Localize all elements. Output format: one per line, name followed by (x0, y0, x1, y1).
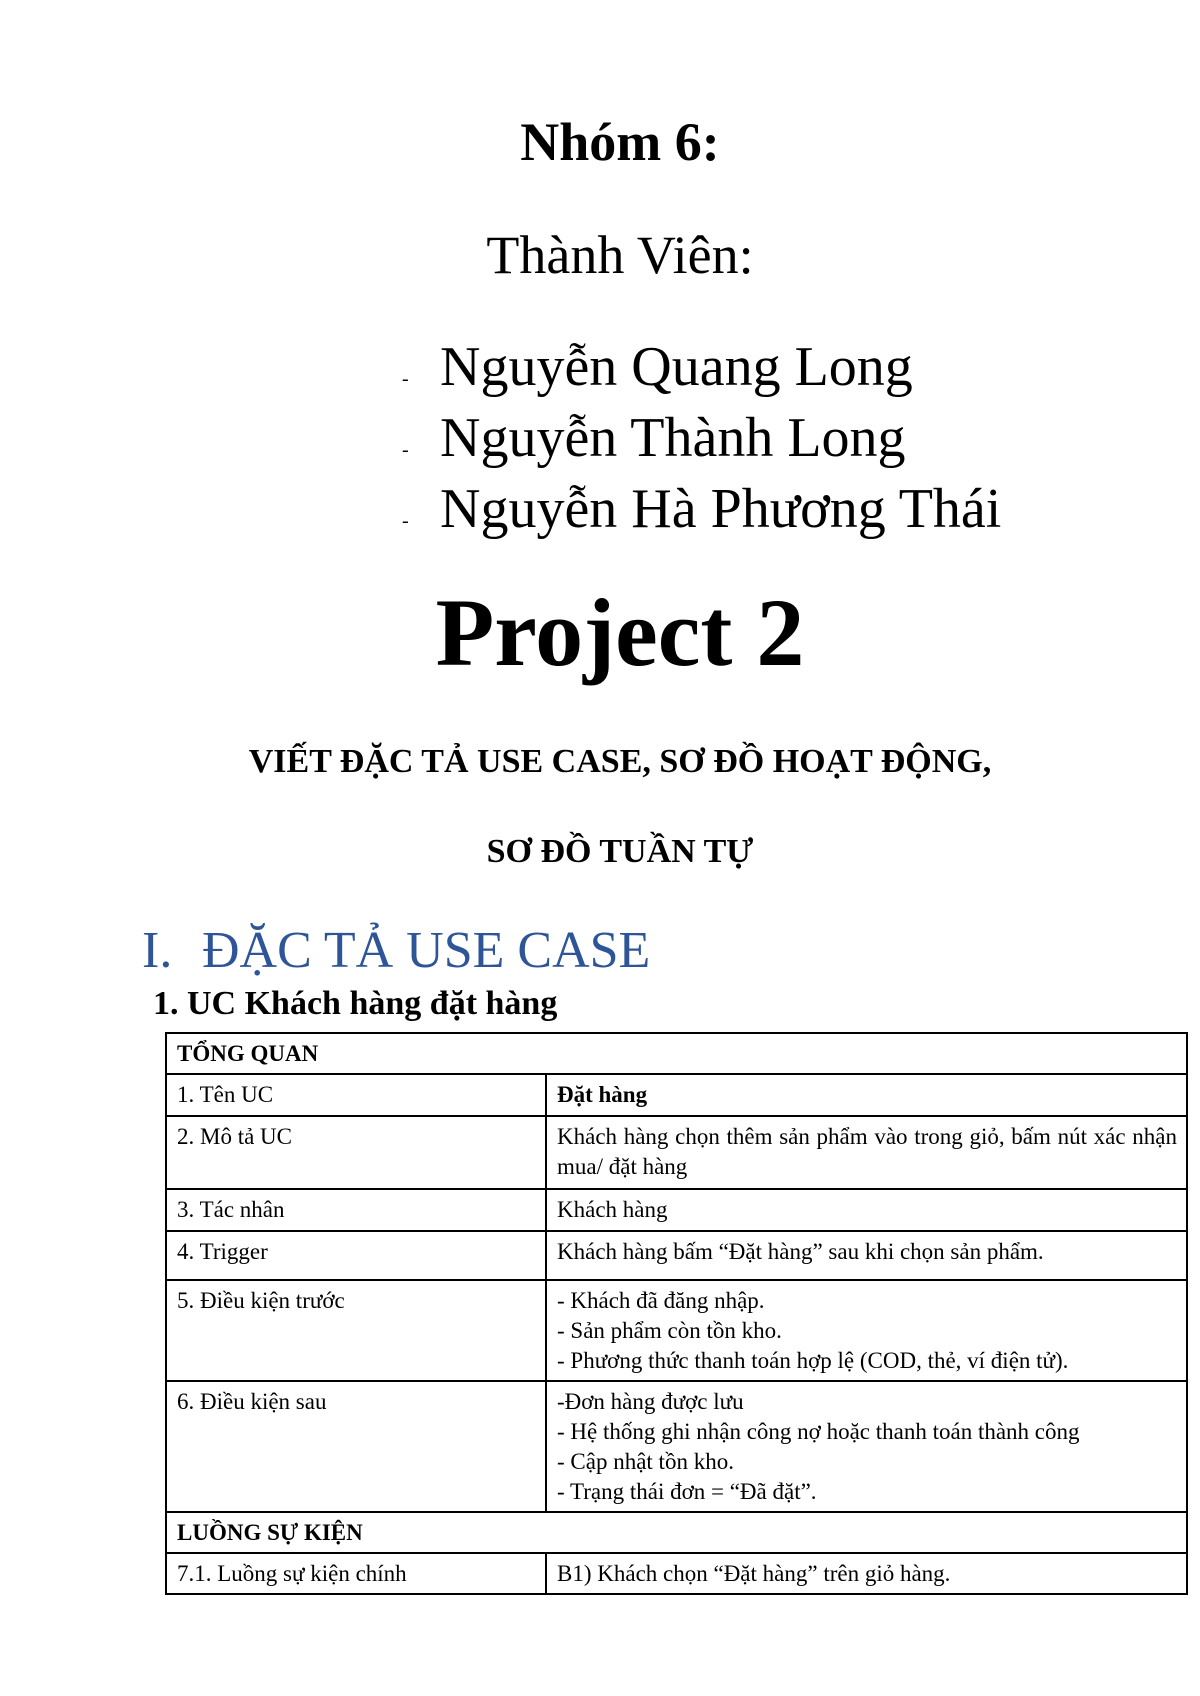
row-label: 3. Tác nhân (166, 1189, 546, 1231)
value-line: - Khách đã đăng nhập. (557, 1288, 765, 1313)
member-item (402, 332, 1001, 403)
row-label: 5. Điều kiện trước (166, 1280, 546, 1381)
table-row (166, 1033, 1187, 1074)
bullet-dash: - (402, 439, 409, 461)
table-row (166, 1189, 1187, 1231)
member-name: Nguyễn Hà Phương Thái (440, 478, 1002, 540)
value-line: - Hệ thống ghi nhận công nợ hoặc thanh toán thành công (557, 1419, 1080, 1444)
value-line: - Trạng thái đơn = “Đã đặt”. (557, 1479, 817, 1504)
uc-name-value: Đặt hàng (557, 1082, 648, 1107)
section-title: ĐẶC TẢ USE CASE (202, 922, 651, 979)
row-value: B1) Khách chọn “Đặt hàng” trên giỏ hàng. (546, 1553, 1187, 1594)
members-label: Thành Viên: (486, 225, 754, 285)
overview-header: TỔNG QUAN (166, 1033, 1187, 1074)
row-value (546, 1074, 1187, 1116)
row-value (546, 1381, 1187, 1512)
sub-heading-title: UC Khách hàng đặt hàng (187, 985, 558, 1022)
member-item (402, 403, 1001, 474)
table-row (166, 1512, 1187, 1553)
bullet-dash: - (402, 368, 409, 390)
table-row (166, 1553, 1187, 1594)
sub-heading-number: 1. (153, 985, 179, 1022)
table-row (166, 1074, 1187, 1116)
events-header: LUỒNG SỰ KIỆN (166, 1512, 1187, 1553)
row-value: Khách hàng bấm “Đặt hàng” sau khi chọn sản phẩm. (546, 1231, 1187, 1280)
value-line: - Sản phẩm còn tồn kho. (557, 1318, 782, 1343)
member-item (402, 474, 1001, 545)
table-row (166, 1280, 1187, 1381)
table-row (166, 1116, 1187, 1189)
table-row (166, 1381, 1187, 1512)
member-name: Nguyễn Quang Long (440, 336, 913, 398)
row-label: 7.1. Luồng sự kiện chính (166, 1553, 546, 1594)
row-label: 1. Tên UC (166, 1074, 546, 1116)
subtitle-line-2: SƠ ĐỒ TUẦN TỰ (486, 833, 754, 870)
row-label: 6. Điều kiện sau (166, 1381, 546, 1512)
row-value: Khách hàng (546, 1189, 1187, 1231)
member-name: Nguyễn Thành Long (440, 407, 906, 469)
group-title: Nhóm 6: (520, 112, 720, 172)
bullet-dash: - (402, 510, 409, 532)
row-value: Khách hàng chọn thêm sản phẩm vào trong giỏ, bấm nút xác nhận mua/ đặt hàng (546, 1116, 1187, 1189)
section-number: I. (142, 922, 173, 979)
value-line: - Phương thức thanh toán hợp lệ (COD, thẻ, ví điện tử). (557, 1348, 1069, 1373)
value-line: - Cập nhật tồn kho. (557, 1449, 734, 1474)
row-value (546, 1280, 1187, 1381)
use-case-table (165, 1032, 1188, 1595)
project-title: Project 2 (435, 579, 805, 686)
row-label: 2. Mô tả UC (166, 1116, 546, 1189)
value-line: -Đơn hàng được lưu (557, 1389, 744, 1414)
subtitle-line-1: VIẾT ĐẶC TẢ USE CASE, SƠ ĐỒ HOẠT ĐỘNG, (248, 743, 992, 780)
member-list (402, 332, 1001, 545)
table-row (166, 1231, 1187, 1280)
sub-heading (153, 987, 557, 1021)
section-heading (142, 922, 651, 979)
row-label: 4. Trigger (166, 1231, 546, 1280)
